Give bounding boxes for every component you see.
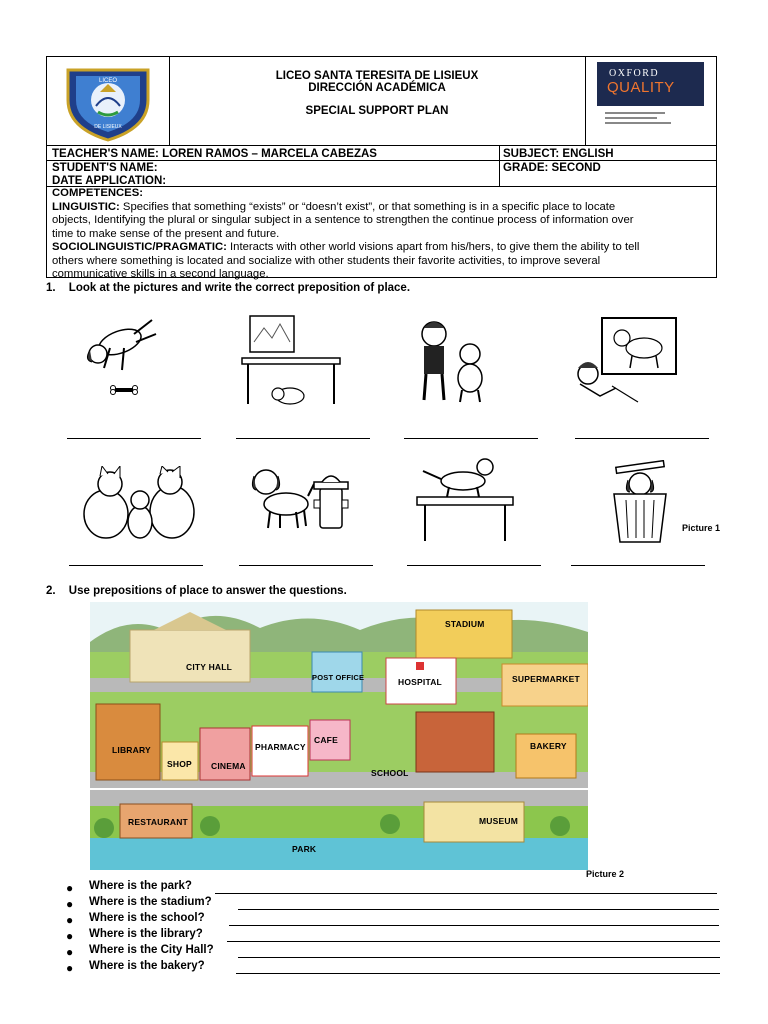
answer-line-city-hall[interactable] [238, 957, 720, 958]
question-bullet: ● [66, 961, 74, 975]
teacher-name: TEACHER'S NAME: LOREN RAMOS – MARCELA CABEZAS [52, 148, 377, 160]
picture-1-caption: Picture 1 [682, 523, 721, 533]
sociolinguistic-label: SOCIOLINGUISTIC/PRAGMATIC: [52, 241, 227, 253]
answer-line-5[interactable] [69, 565, 203, 566]
map-label-post-office: POST OFFICE [312, 673, 365, 682]
picture-dog-on-table [413, 457, 518, 543]
exercise-1-instruction: Look at the pictures and write the correct preposition of place. [68, 282, 411, 294]
linguistic-line-3: time to make sense of the present and future. [52, 227, 280, 240]
exercise-1-number: 1. [46, 282, 56, 294]
picture-2-caption: Picture 2 [586, 869, 625, 879]
competences-block [52, 187, 712, 282]
sociolinguistic-line-3: communicative skills in a second language. [52, 268, 269, 280]
student-name-label: STUDENT'S NAME: [52, 162, 158, 174]
answer-line-3[interactable] [404, 438, 538, 439]
grade-label: GRADE: SECOND [503, 162, 601, 174]
map-label-school: SCHOOL [371, 768, 409, 778]
answer-line-8[interactable] [571, 565, 705, 566]
town-map [90, 602, 588, 870]
question-bakery: Where is the bakery? [89, 960, 205, 972]
linguistic-label: LINGUISTIC: [52, 200, 120, 213]
exercise-2-instruction: Use prepositions of place to answer the questions. [68, 585, 347, 597]
map-label-hospital: HOSPITAL [398, 677, 442, 687]
answer-line-1[interactable] [67, 438, 201, 439]
answer-line-school[interactable] [229, 925, 719, 926]
picture-dog-over-bone [70, 312, 165, 402]
linguistic-line-2: objects, Identifying the plural or singular subject in a sentence to strengthen the continue process of information over [52, 214, 634, 226]
exercise-2-number: 2. [46, 585, 56, 597]
oxford-quality-text: QUALITY [607, 79, 675, 96]
map-label-museum: MUSEUM [479, 816, 518, 826]
exercise-2-heading [46, 585, 347, 597]
map-label-shop: SHOP [167, 759, 192, 769]
picture-dog-next-to-boy [412, 316, 492, 406]
answer-line-library[interactable] [227, 941, 720, 942]
map-label-stadium: STADIUM [445, 619, 485, 629]
picture-dog-under-table [240, 312, 345, 410]
answer-line-stadium[interactable] [238, 909, 719, 910]
exercise-1-heading [46, 282, 410, 294]
question-bullet: ● [66, 881, 74, 895]
school-logo [60, 62, 156, 142]
question-bullet: ● [66, 945, 74, 959]
answer-line-7[interactable] [407, 565, 541, 566]
answer-line-bakery[interactable] [236, 973, 720, 974]
map-label-bakery: BAKERY [530, 741, 567, 751]
answer-line-park[interactable] [215, 893, 717, 894]
school-name: LICEO SANTA TERESITA DE LISIEUX [275, 70, 479, 82]
picture-dog-in-frame [572, 316, 680, 406]
map-label-restaurant: RESTAURANT [128, 817, 188, 827]
linguistic-line-1: Specifies that something “exists” or “doesn’t exist”, or that something is in a specific place to locate [119, 200, 616, 213]
answer-line-4[interactable] [575, 438, 709, 439]
question-stadium: Where is the stadium? [89, 896, 212, 908]
map-label-park: PARK [292, 844, 317, 854]
plan-title: SPECIAL SUPPORT PLAN [305, 105, 449, 117]
picture-dog-between-cats [80, 466, 200, 542]
answer-line-6[interactable] [239, 565, 373, 566]
question-bullet: ● [66, 897, 74, 911]
oxford-brand-text: OXFORD [609, 68, 660, 79]
date-application-label: DATE APPLICATION: [52, 175, 167, 187]
competences-heading: COMPETENCES: [52, 187, 144, 199]
question-school: Where is the school? [89, 912, 205, 924]
question-city-hall: Where is the City Hall? [89, 944, 214, 956]
sociolinguistic-line-1: Interacts with other world visions apart from his/hers, to give them the ability to tell [226, 241, 640, 253]
map-label-cinema: CINEMA [211, 761, 246, 771]
map-label-supermarket: SUPERMARKET [512, 674, 580, 684]
map-label-pharmacy: PHARMACY [255, 742, 306, 752]
question-park: Where is the park? [89, 880, 192, 892]
question-bullet: ● [66, 929, 74, 943]
map-label-library: LIBRARY [112, 745, 151, 755]
oxford-quality-logo [597, 62, 704, 137]
subject-label: SUBJECT: ENGLISH [503, 148, 614, 160]
sociolinguistic-line-2: others where something is located and socialize with other students their favorite activities, to improve several [52, 254, 601, 267]
question-library: Where is the library? [89, 928, 203, 940]
logo-text-bottom: DE LISIEUX [94, 124, 122, 130]
logo-text-top: LICEO [98, 78, 118, 84]
question-list [66, 880, 726, 980]
question-bullet: ● [66, 913, 74, 927]
picture-dog-beside-hydrant [246, 466, 354, 532]
map-label-cafe: CAFE [314, 735, 338, 745]
answer-line-2[interactable] [236, 438, 370, 439]
department-name: DIRECCIÓN ACADÉMICA [308, 82, 446, 94]
picture-dog-in-trash-can [610, 460, 670, 544]
map-label-city-hall: CITY HALL [186, 662, 233, 672]
